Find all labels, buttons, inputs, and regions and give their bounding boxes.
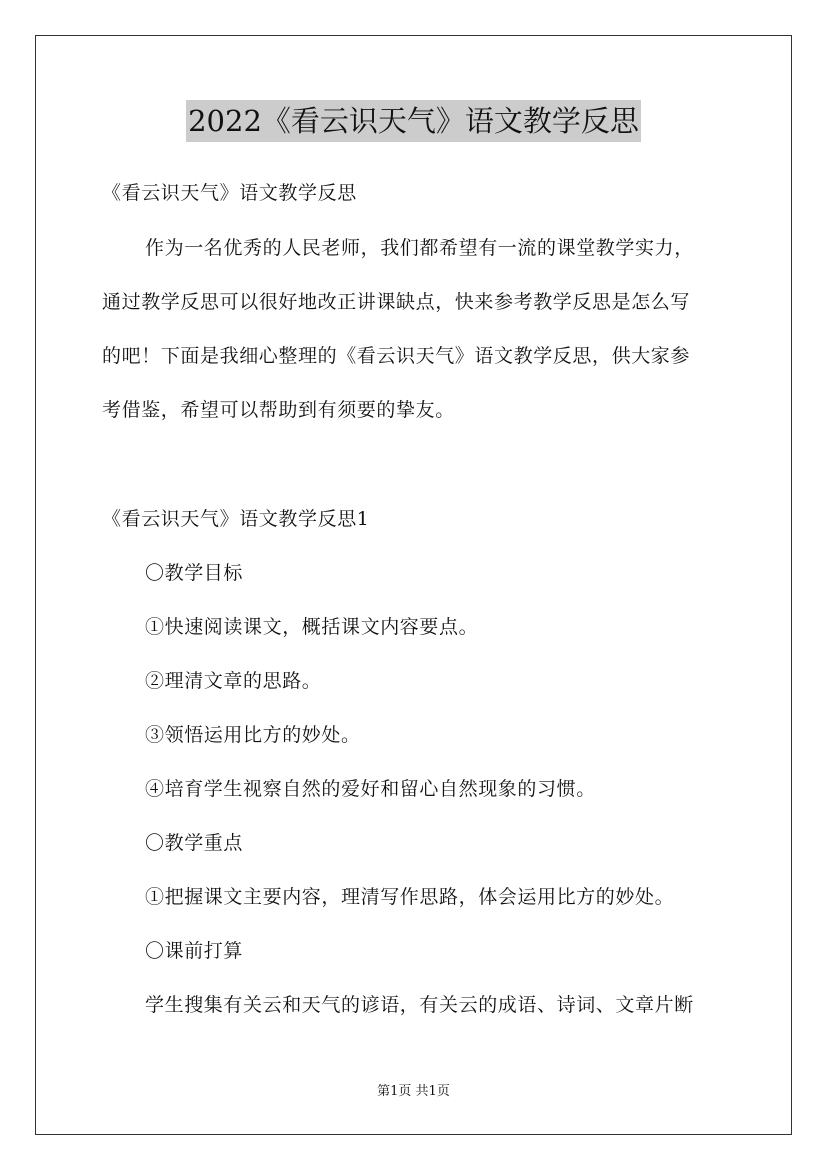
title-container (0, 100, 827, 142)
list-item: ①把握课文主要内容，理清写作思路，体会运用比方的妙处。 (145, 886, 675, 908)
subsection-heading: 〇教学重点 (145, 832, 244, 854)
intro-paragraph-line: 的吧！下面是我细心整理的《看云识天气》语文教学反思，供大家参 (102, 345, 691, 367)
page-footer: 第1页 共1页 (377, 1084, 450, 1099)
intro-paragraph-line: 通过教学反思可以很好地改正讲课缺点，快来参考教学反思是怎么写 (102, 291, 691, 313)
paragraph-line: 学生搜集有关云和天气的谚语，有关云的成语、诗词、文章片断 (145, 994, 694, 1016)
list-item: ④培育学生视察自然的爱好和留心自然现象的习惯。 (145, 778, 596, 800)
section-heading: 《看云识天气》语文教学反思1 (102, 508, 370, 530)
list-item: ①快速阅读课文，概括课文内容要点。 (145, 616, 479, 638)
intro-heading: 《看云识天气》语文教学反思 (102, 182, 357, 204)
list-item: ③领悟运用比方的妙处。 (145, 724, 361, 746)
document-title: 2022《看云识天气》语文教学反思 (186, 100, 641, 142)
subsection-heading: 〇课前打算 (145, 940, 244, 962)
subsection-heading: 〇教学目标 (145, 562, 244, 584)
list-item: ②理清文章的思路。 (145, 670, 322, 692)
intro-paragraph-line: 考借鉴，希望可以帮助到有须要的挚友。 (102, 399, 455, 421)
intro-paragraph-line: 作为一名优秀的人民老师，我们都希望有一流的课堂教学实力， (145, 237, 694, 259)
